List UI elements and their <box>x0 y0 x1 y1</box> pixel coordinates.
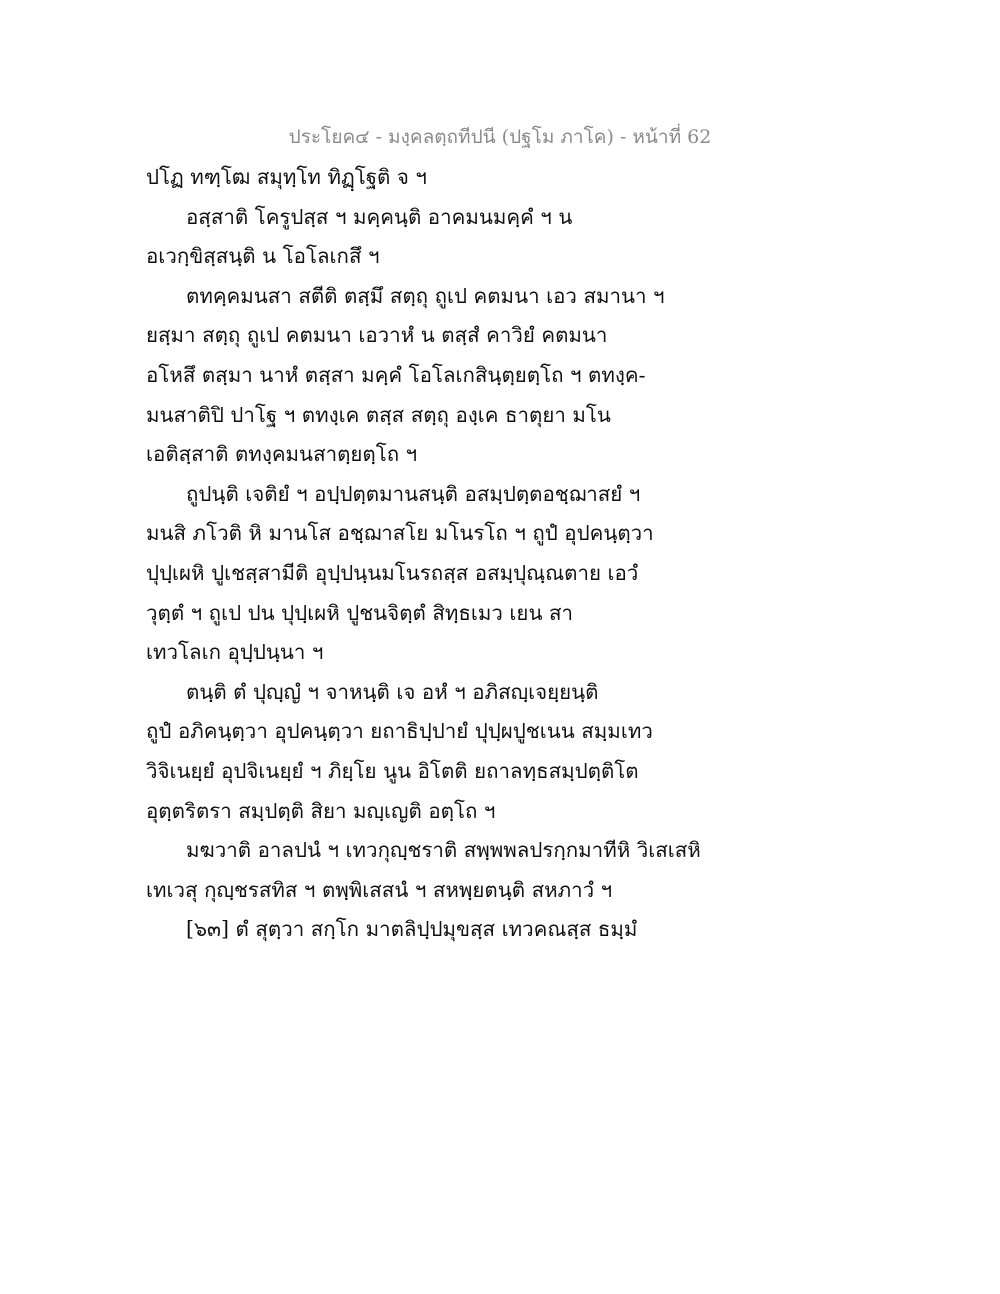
text-line: เอติสฺสาติ ตทงฺคมนสาตฺยตฺโถ ฯ <box>146 442 418 467</box>
text-line: อโหสึ ตสฺมา นาหํ ตสฺสา มคฺคํ โอโลเกสินฺตฺยตฺโถ ฯ ตทงฺค- <box>146 362 646 387</box>
text-line: มนสาติปิ ปาโฐ ฯ ตทงฺเค ตสฺส สตฺถุ องฺเค ธาตุยา มโน <box>146 402 611 427</box>
text-line: อุตฺตริตรา สมฺปตฺติ สิยา มญฺเญติ อตฺโถ ฯ <box>146 798 496 823</box>
text-line: อสฺสาติ โครูปสฺส ฯ มคฺคนฺติ อาคมนมคฺคํ ฯ น <box>186 204 573 229</box>
text-line: ยสฺมา สตฺถุ ถูเป คตมนา เอวาหํ น ตสฺสํ คาวิยํ คตมนา <box>146 323 608 348</box>
body-text <box>146 158 701 950</box>
text-line: อเวกฺขิสฺสนฺติ น โอโลเกสึ ฯ <box>146 244 380 269</box>
text-line: ปุปฺเผหิ ปูเชสฺสามีติ อุปฺปนฺนมโนรถสฺส อสมฺปุณฺณตาย เอวํ <box>146 560 639 585</box>
text-line: ตทคฺคมนสา สตีติ ตสฺมึ สตฺถุ ถูเป คตมนา เอว สมานา ฯ <box>186 283 665 308</box>
text-line: ตนฺติ ตํ ปุญฺญํ ฯ จาหนฺติ เจ อหํ ฯ อภิสญฺเจยฺยนฺติ <box>186 679 599 704</box>
text-line: เทเวสุ กุญฺชรสทิส ฯ ตพฺพิเสสนํ ฯ สหพฺยตนฺติ สหภาวํ ฯ <box>146 877 613 902</box>
page-header: ประโยค๔ - มงฺคลตฺถทีปนี (ปฐโม ภาโค) - หน้าที่ 62 <box>288 126 712 148</box>
text-line: วุตฺตํ ฯ ถูเป ปน ปุปฺเผหิ ปูชนจิตฺตํ สิทฺธเมว เยน สา <box>146 600 573 625</box>
text-line: มนสิ ภโวติ หิ มานโส อชฺฌาสโย มโนรโถ ฯ ถูปํ อุปคนฺตฺวา <box>146 521 654 546</box>
text-line: วิจิเนยฺยํ อุปจิเนยฺยํ ฯ ภิยฺโย นูน อิโตติ ยถาลทฺธสมฺปตฺติโต <box>146 758 639 783</box>
text-line: ปโฏ ทฑฺโฒ สมุทฺโท ทิฏฺโฐติ จ ฯ <box>146 165 427 189</box>
text-line: เทวโลเก อุปฺปนฺนา ฯ <box>146 640 324 665</box>
text-line: ถูปํ อภิคนฺตฺวา อุปคนฺตฺวา ยถาธิปฺปายํ ปุปฺผปูชเนน สมฺมเทว <box>146 719 653 744</box>
text-line: มฆวาติ อาลปนํ ฯ เทวกุญฺชราติ สพฺพพลปรกฺกมาทีหิ วิเสเสหิ <box>186 838 701 863</box>
text-line: [๖๓] ตํ สุตฺวา สกฺโก มาตลิปฺปมุขสฺส เทวคณสฺส ธมฺมํ <box>186 917 638 942</box>
text-line: ถูปนฺติ เจติยํ ฯ อปฺปตฺตมานสนฺติ อสมฺปตฺตอชฺฌาสยํ ฯ <box>186 481 641 506</box>
